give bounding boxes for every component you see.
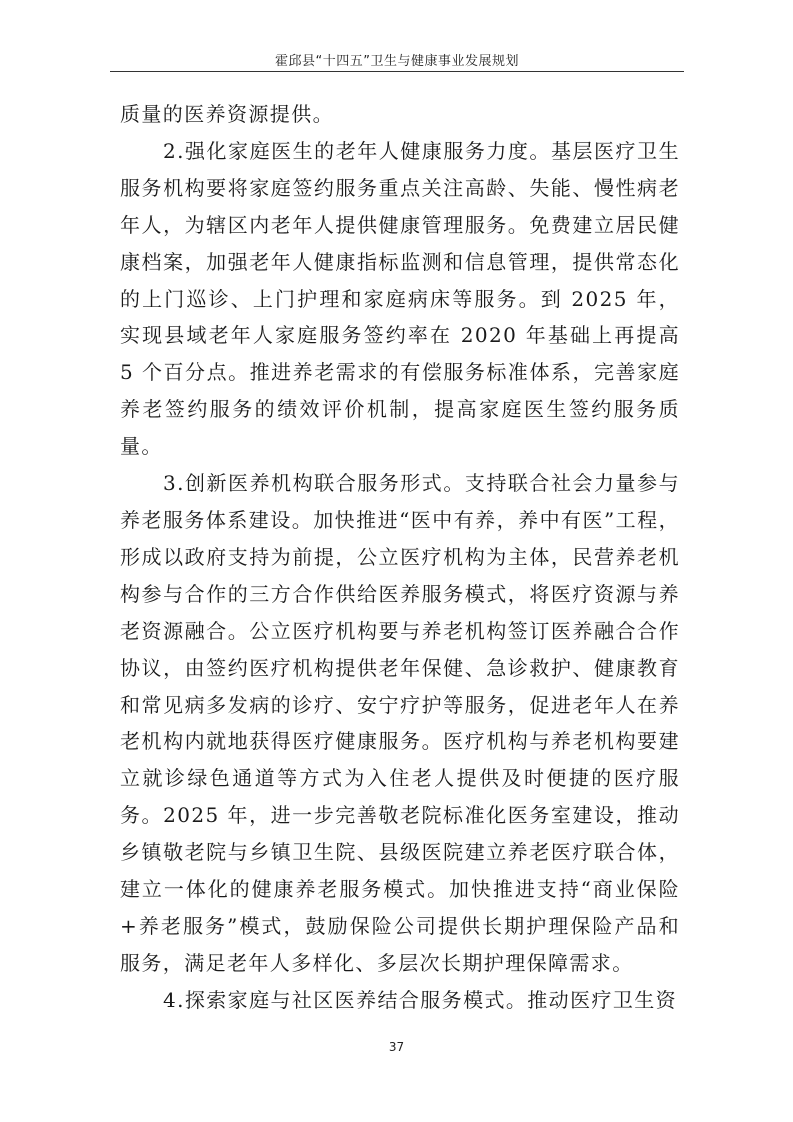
paragraph-continuation: 质量的医养资源提供。 bbox=[120, 102, 334, 126]
running-header: 霍邱县“十四五”卫生与健康事业发展规划 bbox=[275, 54, 519, 69]
paragraph-family-doctor-services: 2.强化家庭医生的老年人健康服务力度。基层医疗卫生服务机构要将家庭签约服务重点关注高龄、失能、慢性病老年人，为辖区内老年人提供健康管理服务。免费建立居民健康档案，加强老年人健康指标监测和信息管理，提供常态化的上门巡诊、上门护理和家庭病床等服务。到 2025 年，实现县域老年人家庭服务签约率在 2020 年基础上再提高 5 个百分点。推进养老需求的有偿服务标准体系，完善家庭养老签约服务的绩效评价机制，提高家庭医生签约服务质量。 bbox=[120, 138, 680, 459]
paragraph-family-community-care: 4.探索家庭与社区医养结合服务模式。推动医疗卫生资 bbox=[163, 987, 678, 1012]
document-body bbox=[120, 96, 680, 1019]
paragraph-medical-elderly-care-institutions: 3.创新医养机构联合服务形式。支持联合社会力量参与养老服务体系建设。加快推进“医中有养，养中有医”工程，形成以政府支持为前提，公立医疗机构为主体，民营养老机构参与合作的三方合作供给医养服务模式，将医疗资源与养老资源融合。公立医疗机构要与养老机构签订医养融合合作协议，由签约医疗机构提供老年保健、急诊救护、健康教育和常见病多发病的诊疗、安宁疗护等服务，促进老年人在养老机构内就地获得医疗健康服务。医疗机构与养老机构要建立就诊绿色通道等方式为入住老人提供及时便捷的医疗服务。2025 年，进一步完善敬老院标准化医务室建设，推动乡镇敬老院与乡镇卫生院、县级医院建立养老医疗联合体，建立一体化的健康养老服务模式。加快推进支持“商业保险+养老服务”模式，鼓励保险公司提供长期护理保险产品和服务，满足老年人多样化、多层次长期护理保障需求。 bbox=[120, 471, 680, 975]
page-number: 37 bbox=[388, 1040, 405, 1054]
header-divider bbox=[110, 71, 684, 72]
